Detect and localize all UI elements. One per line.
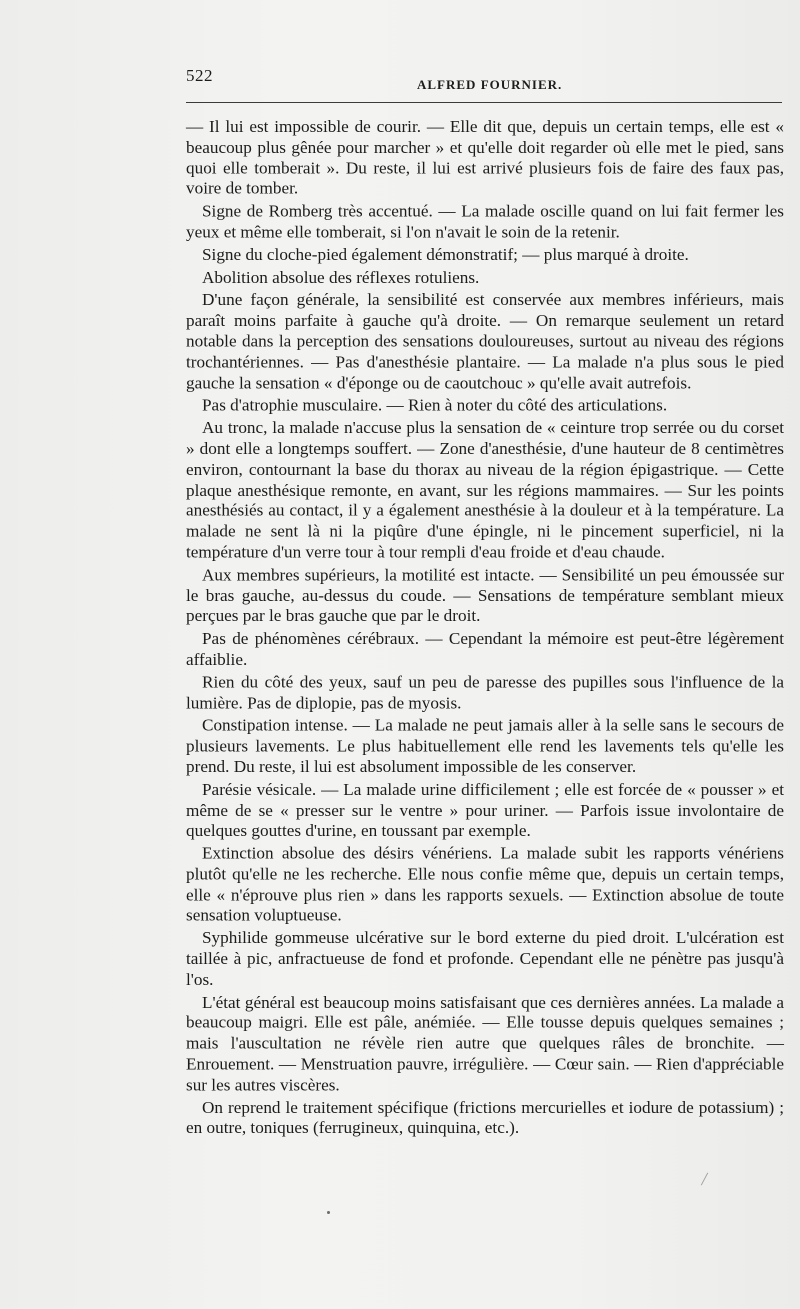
- paragraph-8: Aux membres supérieurs, la motilité est intacte. — Sensibilité un peu émoussée sur le bras gauche, au-dessus du coude. — Sensations de température semblant mieux perçues par le bras gauche que par le droit.: [186, 565, 784, 626]
- paragraph-2: Signe de Romberg très accentué. — La malade oscille quand on lui fait fermer les yeux et même elle tomberait, si l'on n'avait le soin de la retenir.: [186, 201, 784, 242]
- pencil-mark: [701, 1173, 708, 1186]
- paragraph-10: Rien du côté des yeux, sauf un peu de paresse des pupilles sous l'influence de la lumière. Pas de diplopie, pas de myosis.: [186, 672, 784, 713]
- print-speck: [327, 1211, 330, 1214]
- paragraph-3: Signe du cloche-pied également démonstratif; — plus marqué à droite.: [202, 245, 689, 264]
- paragraph-6: Pas d'atrophie musculaire. — Rien à noter du côté des articulations.: [202, 395, 668, 415]
- paragraph-13: Extinction absolue des désirs vénériens. La malade subit les rapports vénériens plutôt qu'elle ne les recherche. Elle nous confie même que, depuis un certain temps, elle « n'éprouve plus rien » dans les rapports sexuels. — Extinction absolue de toute sensation voluptueuse.: [186, 843, 784, 925]
- paragraph-11: Constipation intense. — La malade ne peut jamais aller à la selle sans le secours de plusieurs lavements. Le plus habituellement elle rend les lavements tels qu'elle les prend. Du reste, il lui est absolument impossible de les conserver.: [186, 715, 784, 777]
- paragraph-9: Pas de phénomènes cérébraux. — Cependant la mémoire est peut-être légèrement affaiblie.: [186, 629, 784, 669]
- page-header: [186, 66, 778, 96]
- paragraph-4: Abolition absolue des réflexes rotuliens.: [202, 267, 480, 287]
- paragraph-1: — Il lui est impossible de courir. — Elle dit que, depuis un certain temps, elle est « beaucoup plus gênée pour marcher » et qu'elle doit regarder où elle met le pied, sans quoi elle tomberait ». Du reste, il lui est arrivé plusieurs fois de faire des faux pas, voire de tomber.: [186, 117, 784, 198]
- paragraph-5: D'une façon générale, la sensibilité est conservée aux membres inférieurs, mais paraît moins parfaite à gauche qu'à droite. — On remarque seulement un retard notable dans la perception des sensations douloureuses, surtout au niveau des régions trochantériennes. — Pas d'anesthésie plantaire. — La malade n'a plus sous le pied gauche la sensation « d'éponge ou de caoutchouc » qu'elle avait autrefois.: [186, 290, 784, 392]
- paragraph-12: Parésie vésicale. — La malade urine difficilement ; elle est forcée de « pousser » et même de se « presser sur le ventre » pour uriner. — Parfois issue involontaire de quelques gouttes d'urine, en toussant par exemple.: [186, 779, 784, 841]
- paragraph-7: Au tronc, la malade n'accuse plus la sensation de « ceinture trop serrée ou du corset » dont elle a longtemps souffert. — Zone d'anesthésie, d'une hauteur de 8 centimètres environ, contournant la base du thorax au niveau de la région épigastrique. — Cette plaque anesthésique remonte, en avant, sur les régions mammaires. — Sur les points anesthésiés au contact, il y a également anesthésie à la douleur et à la température. La malade ne sent là ni la piqûre d'une épingle, ni le pincement superficiel, ni la température d'un verre tour à tour rempli d'eau froide et d'eau chaude.: [186, 418, 784, 562]
- paragraph-15: L'état général est beaucoup moins satisfaisant que ces dernières années. La malade a beaucoup maigri. Elle est pâle, anémiée. — Elle tousse depuis quelques semaines ; mais l'auscultation ne révèle rien autre que quelques râles de bronchite. — Enrouement. — Menstruation pauvre, irrégulière. — Cœur sain. — Rien d'appréciable sur les autres viscères.: [186, 992, 784, 1095]
- body-text: [186, 117, 784, 1139]
- paragraph-16: On reprend le traitement spécifique (frictions mercurielles et iodure de potassium) ; en outre, toniques (ferrugineux, quinquina, etc.).: [186, 1097, 784, 1138]
- running-head: ALFRED FOURNIER.: [417, 77, 563, 92]
- header-rule: [186, 102, 782, 103]
- paragraph-14: Syphilide gommeuse ulcérative sur le bord externe du pied droit. L'ulcération est taillée à pic, anfractueuse de fond et profonde. Cependant elle ne pénètre pas jusqu'à l'os.: [186, 928, 784, 989]
- page-number: 522: [186, 66, 213, 85]
